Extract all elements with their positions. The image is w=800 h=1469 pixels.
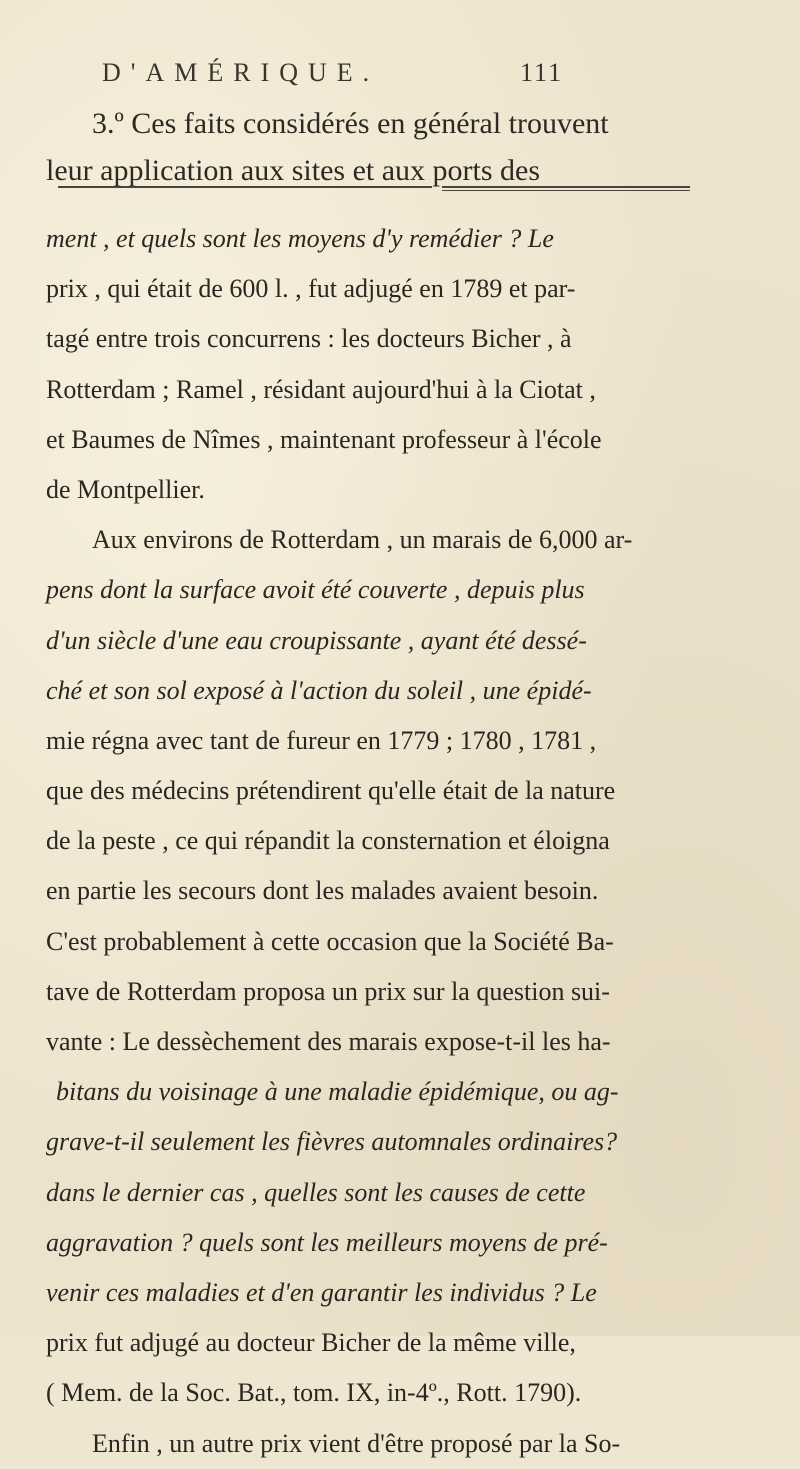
text-line: venir ces maladies et d'en garantir les individus ? Le (46, 1277, 597, 1307)
text-line: C'est probablement à cette occasion que la Société Ba- (46, 926, 614, 956)
section-divider (58, 186, 432, 188)
text-line: pens dont la surface avoit été couverte , depuis plus (46, 575, 585, 605)
text-line: Enfin , un autre prix vient d'être proposé par la So- (92, 1428, 621, 1458)
text-line: prix fut adjugé au docteur Bicher de la même ville, (46, 1328, 576, 1358)
text-line: bitans du voisinage à une maladie épidémique, ou ag- (56, 1077, 619, 1107)
top-paragraph (46, 100, 746, 194)
text-line: prix , qui était de 600 l. , fut adjugé en 1789 et par- (46, 274, 576, 304)
text-line: vante : Le dessèchement des marais expose-t-il les ha- (46, 1027, 611, 1056)
running-head-title: D'AMÉRIQUE. (102, 58, 380, 87)
text-line: de Montpellier. (46, 474, 205, 504)
text-line: mie régna avec tant de fureur en 1779 ; 1780 , 1781 , (46, 725, 597, 755)
text-line: et Baumes de Nîmes , maintenant professeur à l'école (46, 424, 602, 454)
text-line: ché et son sol exposé à l'action du soleil , une épidé- (46, 675, 592, 705)
text-line: Aux environs de Rotterdam , un marais de 6,000 ar- (92, 525, 633, 555)
text-line: grave-t-il seulement les fièvres automnales ordinaires? (46, 1127, 618, 1157)
text-line: d'un siècle d'une eau croupissante , ayant été dessé- (46, 625, 587, 655)
text-line: tagé entre trois concurrens : les docteurs Bicher , à (46, 324, 572, 354)
text-line: ment , et quels sont les moyens d'y remédier ? Le (46, 224, 554, 253)
text-line: en partie les secours dont les malades avaient besoin. (46, 876, 599, 906)
section-divider (442, 190, 690, 191)
text-line: dans le dernier cas , quelles sont les causes de cette (46, 1177, 586, 1207)
text-line: de la peste , ce qui répandit la consternation et éloigna (46, 826, 610, 856)
text-line: aggravation ? quels sont les meilleurs moyens de pré- (46, 1227, 608, 1257)
text-line: Rotterdam ; Ramel , résidant aujourd'hui à la Ciotat , (46, 374, 596, 404)
text-line: 3.º Ces faits considérés en général trouvent (92, 107, 609, 140)
page-number: 111 (520, 58, 564, 87)
section-divider (442, 186, 690, 188)
body-text (46, 214, 754, 1469)
citation-line: ( Mem. de la Soc. Bat., tom. IX, in-4º., Rott. 1790). (46, 1378, 582, 1408)
text-line: que des médecins prétendirent qu'elle était de la nature (46, 776, 616, 806)
text-line: tave de Rotterdam proposa un prix sur la question sui- (46, 976, 610, 1006)
text-line: leur application aux sites et aux ports des (46, 154, 541, 187)
